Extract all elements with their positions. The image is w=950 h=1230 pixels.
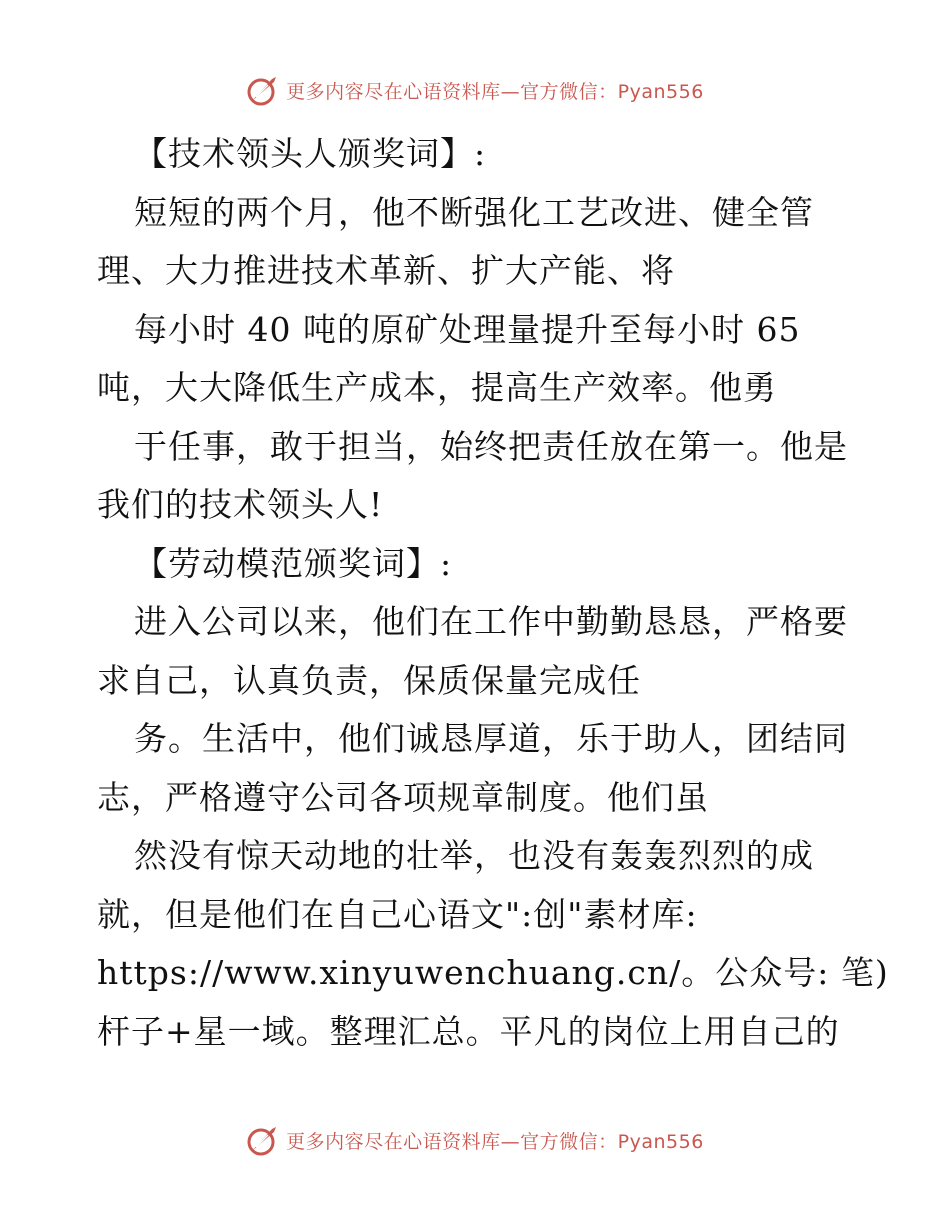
text-line: 理、大力推进技术革新、扩大产能、将 — [97, 251, 675, 290]
text-line: 就，但是他们在自己心语文":创"素材库: — [97, 894, 698, 934]
text-line: 【技术领头人颁奖词】: — [134, 134, 487, 173]
text-line: 于任事，敢于担当，始终把责任放在第一。他是 — [134, 426, 848, 466]
text-line: 短短的两个月，他不断强化工艺改进、健全管 — [134, 192, 814, 232]
text-line: 进入公司以来，他们在工作中勤勤恳恳，严格要 — [134, 602, 848, 641]
text-line: 然没有惊天动地的壮举，也没有轰轰烈烈的成 — [134, 836, 814, 875]
footer-banner-inner — [246, 1123, 704, 1157]
header-banner-text: 更多内容尽在心语资料库—官方微信：Pyan556 — [286, 80, 704, 103]
header-banner — [0, 70, 950, 110]
footer-banner-text: 更多内容尽在心语资料库—官方微信：Pyan556 — [286, 1130, 704, 1153]
quill-logo-icon — [246, 73, 280, 107]
text-line: 【劳动模范颁奖词】: — [134, 543, 453, 583]
document-body — [97, 125, 889, 1061]
text-line: 吨，大大降低生产成本，提高生产效率。他勇 — [97, 368, 777, 407]
header-banner-inner — [246, 73, 704, 107]
quill-logo-icon — [246, 1123, 280, 1157]
text-line: 务。生活中，他们诚恳厚道，乐于助人，团结同 — [134, 719, 848, 758]
text-line: 求自己，认真负责，保质保量完成任 — [97, 660, 641, 700]
text-line: 每小时 40 吨的原矿处理量提升至每小时 65 — [134, 309, 801, 349]
text-line: 我们的技术领头人! — [97, 485, 384, 524]
text-line: 杆子+星一域。整理汇总。平凡的岗位上用自己的 — [97, 1011, 840, 1051]
text-line: 志，严格遵守公司各项规章制度。他们虽 — [97, 777, 709, 817]
text-line: https://www.xinyuwenchuang.cn/。公众号: 笔) — [97, 953, 889, 992]
footer-banner — [0, 1120, 950, 1160]
